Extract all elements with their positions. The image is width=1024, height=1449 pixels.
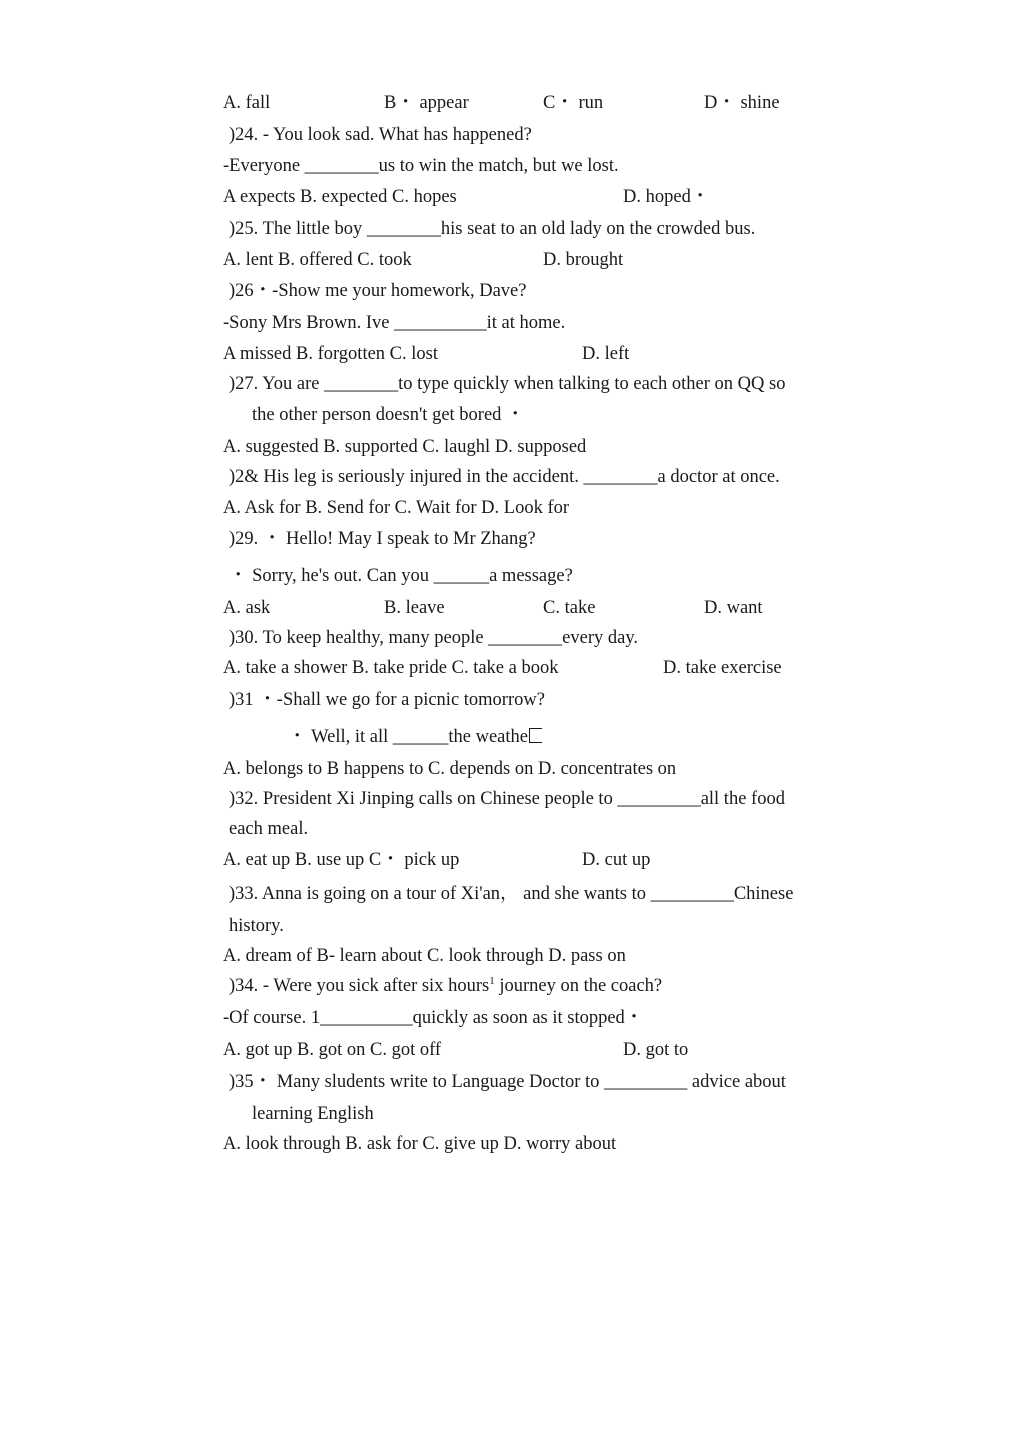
- text-line: [229, 1071, 786, 1093]
- line-text: )26・-Show me your homework, Dave?: [229, 281, 527, 301]
- question-text: journey on the coach?: [494, 976, 663, 996]
- line-text: ・ Sorry, he's out. Can you ______a message?: [229, 566, 573, 586]
- line-text: A. dream of B- learn about C. look through D. pass on: [223, 946, 626, 966]
- line-text: )29. ・ Hello! May I speak to Mr Zhang?: [229, 529, 536, 549]
- option-text: D. want: [704, 598, 763, 618]
- line-text: )33. Anna is going on a tour of Xi'an， and she wants to _________Chinese: [229, 884, 794, 904]
- option-text: C・ run: [543, 93, 604, 113]
- option-text: A missed B. forgotten C. lost: [223, 344, 438, 364]
- text-line: [229, 124, 532, 146]
- text-line: [229, 788, 785, 810]
- text-line: [223, 497, 569, 519]
- text-line: [252, 1103, 374, 1125]
- option-text: A. eat up B. use up C・ pick up: [223, 850, 460, 870]
- text-line: [229, 818, 308, 840]
- text-line: [223, 1007, 643, 1029]
- text-line: [223, 155, 619, 177]
- line-text: learning English: [252, 1104, 374, 1124]
- option-text: C. take: [543, 598, 596, 618]
- option-text: A. fall: [223, 93, 271, 113]
- line-text: ・ Well, it all ______the weathe: [288, 727, 528, 747]
- option-text: A. lent B. offered C. took: [223, 250, 412, 270]
- option-text: A. take a shower B. take pride C. take a book: [223, 658, 559, 678]
- line-text: )32. President Xi Jinping calls on Chinese people to _________all the food: [229, 789, 785, 809]
- line-text: )31 ・-Shall we go for a picnic tomorrow?: [229, 690, 545, 710]
- option-text: D. brought: [543, 250, 624, 270]
- option-text: A. ask: [223, 598, 271, 618]
- line-text: )30. To keep healthy, many people ________every day.: [229, 628, 639, 648]
- text-line: [229, 565, 573, 587]
- line-text: )35・ Many sludents write to Language Doctor to _________ advice about: [229, 1072, 786, 1092]
- line-text: )27. You are ________to type quickly when talking to each other on QQ so: [229, 374, 786, 394]
- line-text: each meal.: [229, 819, 309, 839]
- option-text: D. cut up: [582, 850, 651, 870]
- option-text: B・ appear: [384, 93, 469, 113]
- line-text: the other person doesn't get bored ・: [252, 405, 525, 425]
- text-line: [229, 689, 545, 711]
- line-text: history.: [229, 916, 284, 936]
- text-line: [229, 528, 536, 550]
- text-line: [223, 1133, 616, 1155]
- question-line: [229, 975, 662, 997]
- option-text: A expects B. expected C. hopes: [223, 187, 457, 207]
- text-line: [229, 373, 785, 395]
- text-line: [229, 883, 793, 905]
- option-text: D. hoped・: [623, 187, 710, 207]
- option-text: D. got to: [623, 1040, 689, 1060]
- text-line: [229, 915, 284, 937]
- line-text: )25. The little boy ________his seat to an old lady on the crowded bus.: [229, 219, 756, 239]
- line-text: -Everyone ________us to win the match, but we lost.: [223, 156, 619, 176]
- text-line: [223, 945, 626, 967]
- option-text: D. left: [582, 344, 630, 364]
- option-text: B. leave: [384, 598, 445, 618]
- line-text: -Sony Mrs Brown. Ive __________it at home.: [223, 313, 566, 333]
- text-line: [229, 280, 526, 302]
- text-line: [223, 758, 676, 780]
- line-text: )24. - You look sad. What has happened?: [229, 125, 532, 145]
- option-text: A. got up B. got on C. got off: [223, 1040, 442, 1060]
- text-line: [229, 627, 638, 649]
- question-text: )34. - Were you sick after six hours: [229, 976, 490, 996]
- line-text: A. belongs to B happens to C. depends on D. concentrates on: [223, 759, 677, 779]
- text-line: [252, 404, 525, 426]
- text-line: [229, 218, 755, 240]
- superscript-mark: 1: [489, 974, 495, 987]
- text-line: [288, 726, 542, 748]
- line-text: -Of course. 1__________quickly as soon as it stopped・: [223, 1008, 644, 1028]
- broken-glyph-mark: [529, 728, 542, 743]
- text-line: [223, 312, 565, 334]
- text-line: [223, 436, 586, 458]
- text-line: [229, 466, 780, 488]
- line-text: A. Ask for B. Send for C. Wait for D. Look for: [223, 498, 570, 518]
- line-text: )2& His leg is seriously injured in the accident. ________a doctor at once.: [229, 467, 780, 487]
- line-text: A. suggested B. supported C. laughl D. supposed: [223, 437, 587, 457]
- option-text: D・ shine: [704, 93, 780, 113]
- line-text: A. look through B. ask for C. give up D. worry about: [223, 1134, 617, 1154]
- option-text: D. take exercise: [663, 658, 782, 678]
